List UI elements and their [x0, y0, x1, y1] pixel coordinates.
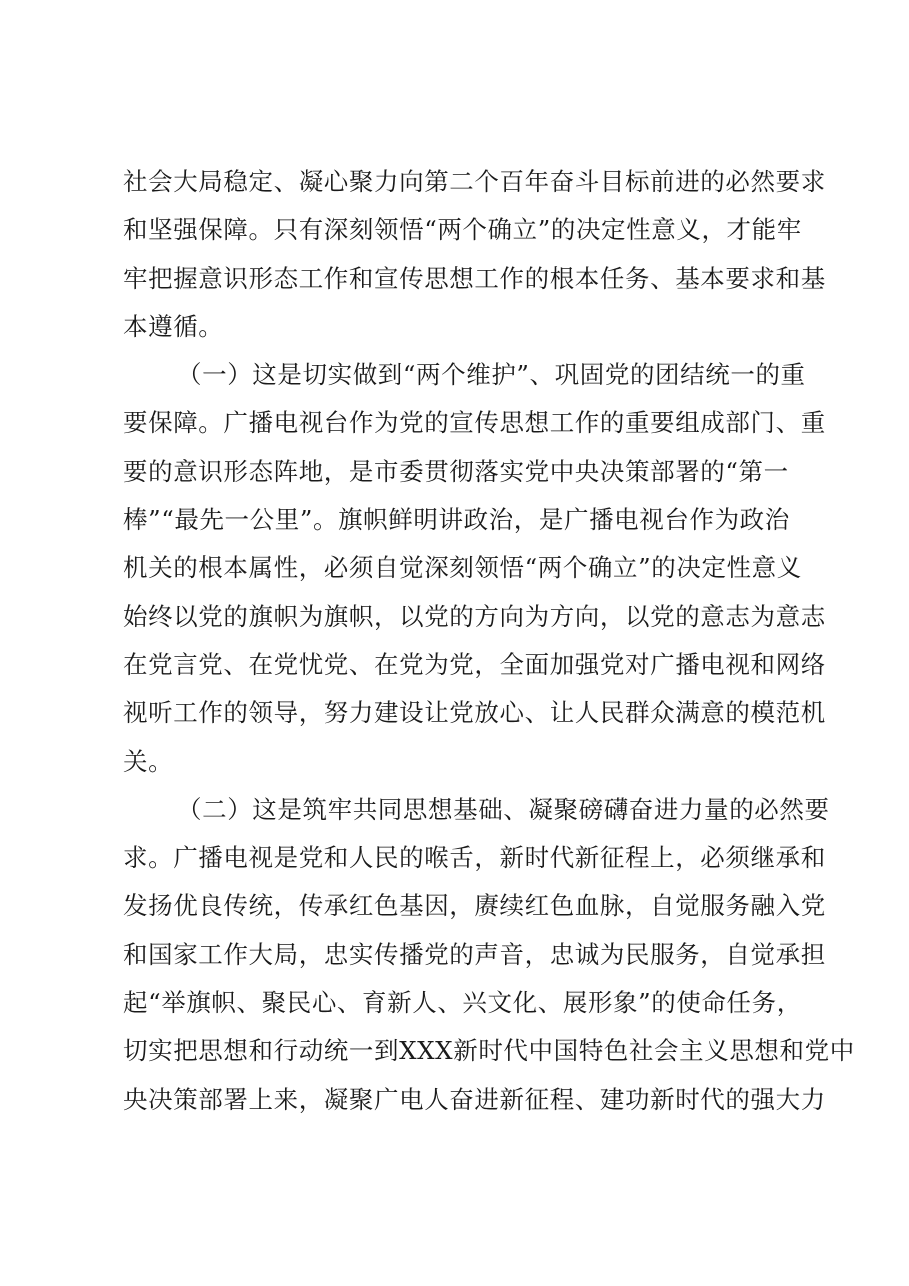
paragraph-line: 关。 — [123, 746, 174, 776]
paragraph-line: 机关的根本属性，必须自觉深刻领悟“两个确立”的决定性意义 — [123, 553, 802, 583]
paragraph-line: 起“举旗帜、聚民心、育新人、兴文化、展形象”的使命任务， — [123, 988, 802, 1018]
paragraph-line: 视听工作的领导，努力建设让党放心、让人民群众满意的模范机 — [123, 698, 826, 728]
paragraph-line: 发扬优良传统，传承红色基因，赓续红色血脉，自觉服务融入党 — [123, 891, 826, 921]
paragraph-line: 要的意识形态阵地，是市委贯彻落实党中央决策部署的“第一 — [123, 456, 789, 486]
paragraph-line: （二）这是筑牢共同思想基础、凝聚磅礴奋进力量的必然要 — [177, 794, 830, 824]
paragraph-line: 切实把思想和行动统一到XXX新时代中国特色社会主义思想和党中 — [123, 1036, 855, 1066]
paragraph-line: 社会大局稳定、凝心聚力向第二个百年奋斗目标前进的必然要求 — [123, 167, 826, 196]
paragraph-line: （一）这是切实做到“两个维护”、巩固党的团结统一的重 — [177, 360, 806, 390]
paragraph-line: 本遵循。 — [123, 311, 224, 341]
paragraph-line: 央决策部署上来，凝聚广电人奋进新征程、建功新时代的强大力 — [123, 1084, 826, 1114]
paragraph-line: 在党言党、在党忧党、在党为党，全面加强党对广播电视和网络 — [123, 649, 826, 679]
paragraph-line: 始终以党的旗帜为旗帜，以党的方向为方向，以党的意志为意志 — [123, 601, 826, 631]
paragraph-line: 和坚强保障。只有深刻领悟“两个确立”的决定性意义，才能牢 — [123, 215, 802, 245]
paragraph-line: 和国家工作大局，忠实传播党的声音，忠诚为民服务，自觉承担 — [123, 939, 826, 969]
paragraph-line: 要保障。广播电视台作为党的宣传思想工作的重要组成部门、重 — [123, 408, 826, 438]
document-body — [123, 158, 855, 1124]
paragraph-line: 棒”“最先一公里”。旗帜鲜明讲政治，是广播电视台作为政治 — [123, 505, 790, 535]
paragraph-line: 牢把握意识形态工作和宣传思想工作的根本任务、基本要求和基 — [123, 263, 826, 293]
paragraph-line: 求。广播电视是党和人民的喉舌，新时代新征程上，必须继承和 — [123, 843, 826, 873]
